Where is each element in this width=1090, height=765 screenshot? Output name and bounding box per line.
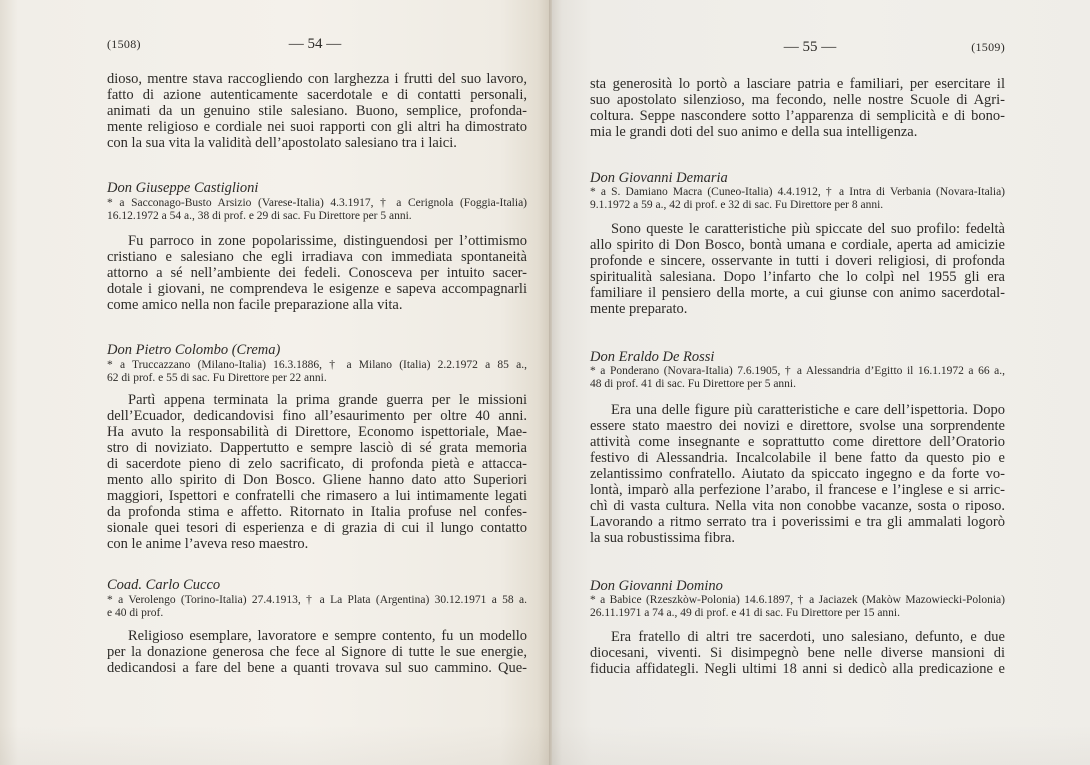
- entry-dates: [590, 594, 1005, 619]
- folio-number: (1509): [971, 40, 1005, 54]
- dates-line: * a Verolengo (Torino-Italia) 27.4.1913, † a La Plata (Argentina) 30.12.1971 a 58 a.: [107, 594, 527, 606]
- entry-name: Coad. Carlo Cucco: [107, 577, 221, 593]
- text-line: suo apostolato silenzioso, ma fecondo, nelle nostre Scuole di Agri-: [590, 92, 1005, 108]
- entry-name: Don Giovanni Demaria: [590, 170, 728, 186]
- text-line: per la donazione generosa che fece al Signore di tutte le sue energie,: [107, 644, 527, 660]
- text-line: sionale quei tesori di esperienza e di grazia di cui il lungo contatto: [107, 520, 527, 536]
- entry-dates: [107, 197, 527, 222]
- text-line: da profonda stima e affetto. Ritornato in Italia profuse nel confes-: [107, 504, 527, 520]
- text-line: attività come insegnante e soprattutto come direttore dell’Oratorio: [590, 434, 1005, 450]
- entry-dates: [107, 359, 527, 384]
- text-line: profonde e sincere, osservante in tutti i doveri religiosi, di profonda: [590, 253, 1005, 269]
- text-line: diocesani, viventi. Si disimpegnò bene nelle diverse mansioni di: [590, 645, 1005, 661]
- text-line: coltura. Seppe nascondere sotto l’apparenza di semplicità e di bono-: [590, 108, 1005, 124]
- text-line: con la sua vita la validità dell’apostolato salesiano tra i laici.: [107, 135, 457, 151]
- text-line: sta generosità lo portò a lasciare patria e familiari, per esercitare il: [590, 76, 1005, 92]
- text-line: familiare il pensiero della morte, a cui giunse con animo sacerdotal-: [590, 285, 1005, 301]
- text-line: stro di noviziato. Dappertutto e sempre lasciò di sé grata memoria: [107, 440, 527, 456]
- page-number: — 54 —: [288, 36, 342, 52]
- entry-text: [590, 221, 1005, 317]
- text-line: mente religioso e cordiale nei suoi rapporti con gli altri ha dimostrato: [107, 119, 527, 135]
- text-line: dell’Ecuador, dedicandovisi fino all’esaurimento per oltre 40 anni.: [107, 408, 527, 424]
- text-line: spiritualità salesiana. Dopo l’infarto che lo colpì nel 1955 gli era: [590, 269, 1005, 285]
- text-line: animati da un genuino stile salesiano. Buono, semplice, profonda-: [107, 103, 527, 119]
- dates-line: * a Babice (Rzeszkòw-Polonia) 14.6.1897, † a Jaciazek (Makòw Mazowiecki-Polonia): [590, 594, 1005, 606]
- text-line: Era fratello di altri tre sacerdoti, uno salesiano, defunto, e due: [611, 629, 1005, 645]
- entry-text: [590, 402, 1005, 546]
- text-line: mente preparato.: [590, 301, 688, 317]
- folio-number: (1508): [107, 37, 141, 51]
- text-line: Lavorando a ritmo serrato tra i poverissimi e tra gli ammalati logorò: [590, 514, 1005, 530]
- dates-line: 9.1.1972 a 59 a., 42 di prof. e 32 di sac. Fu Direttore per 8 anni.: [590, 198, 884, 211]
- text-line: festivo di Alessandria. Incalcolabile il bene fatto da questo pio e: [590, 450, 1005, 466]
- text-line: cristiano e salesiano che egli irradiava con immediata spontaneità: [107, 249, 527, 265]
- entry-dates: [107, 594, 527, 619]
- text-line: dedicandosi a fare del bene a quanti trovava sul suo cammino. Que-: [107, 660, 527, 676]
- dates-line: 62 di prof. e 55 di sac. Fu Direttore per 22 anni.: [107, 371, 327, 384]
- entry-text: [590, 629, 1005, 677]
- entry-name: Don Giovanni Domino: [590, 578, 723, 594]
- text-line: con le anime l’aveva reso maestro.: [107, 536, 309, 552]
- text-line: fatto di azione autenticamente sacerdotale e di contatti personali,: [107, 87, 527, 103]
- text-line: fiducia affidategli. Negli ultimi 18 anni si dedicò alla predicazione e: [590, 661, 1005, 677]
- text-line: dotale i giovani, ne comprendeva le esigenze e sapeva accompagnarli: [107, 281, 527, 297]
- text-line: allo spirito di Don Bosco, bontà umana e cordiale, aperta ad amicizie: [590, 237, 1005, 253]
- text-line: Era una delle figure più caratteristiche e care dell’ispettoria. Dopo: [611, 402, 1005, 418]
- continued-paragraph: [590, 76, 1005, 140]
- entry-text: [107, 392, 527, 552]
- text-line: maggiori, Ispettori e confratelli che rimasero a lui intimamente legati: [107, 488, 527, 504]
- text-line: Fu parroco in zone popolarissime, distinguendosi per l’ottimismo: [128, 233, 527, 249]
- entry-name: Don Eraldo De Rossi: [590, 349, 715, 365]
- text-line: Religioso esemplare, lavoratore e sempre contento, fu un modello: [128, 628, 527, 644]
- text-line: lontà, imparò alla perfezione l’arabo, il francese e l’inglese e si arric-: [590, 482, 1005, 498]
- dates-line: e 40 di prof.: [107, 606, 164, 619]
- dates-line: * a S. Damiano Macra (Cuneo-Italia) 4.4.1912, † a Intra di Verbania (Novara-Italia): [590, 186, 1005, 198]
- entry-dates: [590, 365, 1005, 390]
- text-line: mia le grandi doti del suo animo e della sua intelligenza.: [590, 124, 918, 140]
- entry-name: Don Giuseppe Castiglioni: [107, 180, 259, 196]
- dates-line: 26.11.1971 a 74 a., 49 di prof. e 41 di sac. Fu Direttore per 15 anni.: [590, 606, 901, 619]
- continued-paragraph: [107, 71, 527, 151]
- dates-line: 48 di prof. 41 di sac. Fu Direttore per 5 anni.: [590, 377, 796, 390]
- text-line: chì di vasta cultura. Nella vita non conobbe vacanze, sosta o riposo.: [590, 498, 1005, 514]
- dates-line: * a Sacconago-Busto Arsizio (Varese-Italia) 4.3.1917, † a Cerignola (Foggia-Italia): [107, 197, 527, 209]
- text-line: Partì appena terminata la prima grande guerra per le missioni: [128, 392, 527, 408]
- text-line: la sua robustissima fibra.: [590, 530, 735, 546]
- dates-line: * a Ponderano (Novara-Italia) 7.6.1905, † a Alessandria d’Egitto il 16.1.1972 a 66 a.,: [590, 365, 1005, 377]
- dates-line: 16.12.1972 a 54 a., 38 di prof. e 29 di sac. Fu Direttore per 5 anni.: [107, 209, 412, 222]
- entry-name: Don Pietro Colombo (Crema): [107, 342, 281, 358]
- text-line: mento allo spirito di Don Bosco. Gliene hanno dato atto Superiori: [107, 472, 527, 488]
- text-line: essere stato maestro dei novizi e direttore, svolse una sorprendente: [590, 418, 1005, 434]
- text-line: dioso, mentre stava raccogliendo con larghezza i frutti del suo lavoro,: [107, 71, 527, 87]
- text-line: di sacerdote pieno di zelo sacrificato, di profonda pietà e attacca-: [107, 456, 527, 472]
- entry-dates: [590, 186, 1005, 211]
- text-line: Ha avuto la responsabilità di Direttore, Economo ispettoriale, Mae-: [107, 424, 527, 440]
- page-number: — 55 —: [783, 39, 837, 55]
- text-line: zelantissimo confratello. Aiutato da spiccato ingegno e da forte vo-: [590, 466, 1005, 482]
- entry-text: [107, 628, 527, 676]
- text-line: Sono queste le caratteristiche più spiccate del suo profilo: fedeltà: [611, 221, 1005, 237]
- text-line: come amico nella non facile preparazione alla vita.: [107, 297, 403, 313]
- entry-text: [107, 233, 527, 313]
- text-line: attorno a sé nell’ambiente dei fedeli. Conosceva per intuito sacer-: [107, 265, 527, 281]
- dates-line: * a Truccazzano (Milano-Italia) 16.3.1886, † a Milano (Italia) 2.2.1972 a 85 a.,: [107, 359, 527, 371]
